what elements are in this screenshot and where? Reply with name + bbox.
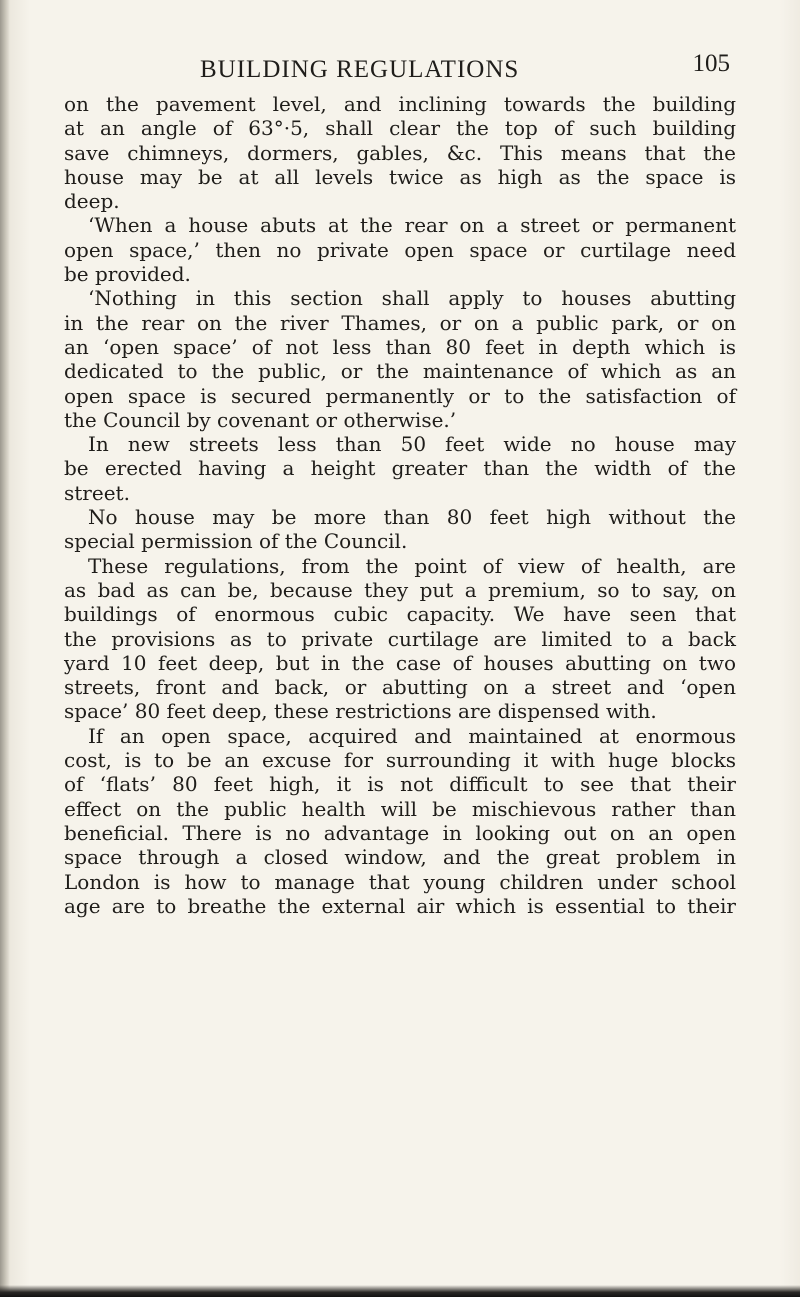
text-line: effect on the public health will be mischievous rather than bbox=[64, 796, 736, 821]
text-line: on the pavement level, and inclining towards the building bbox=[64, 92, 736, 116]
text-line: These regulations, from the point of view of health, are bbox=[88, 553, 736, 578]
text-line: special permission of the Council. bbox=[64, 529, 408, 554]
text-line: the provisions as to private curtilage are limited to a back bbox=[64, 626, 736, 651]
text-line: street. bbox=[64, 480, 130, 505]
page-header bbox=[200, 50, 730, 90]
text-line: In new streets less than 50 feet wide no house may bbox=[88, 432, 736, 457]
text-line: open space is secured permanently or to the satisfaction of bbox=[64, 383, 736, 408]
text-line: in the rear on the river Thames, or on a public park, or on bbox=[64, 310, 736, 335]
binding-gutter-shadow bbox=[0, 0, 10, 1297]
text-line: at an angle of 63°·5, shall clear the top of such building bbox=[64, 116, 736, 141]
text-line: No house may be more than 80 feet high without the bbox=[88, 505, 736, 530]
text-line: space’ 80 feet deep, these restrictions are dispensed with. bbox=[64, 699, 657, 724]
text-line: be erected having a height greater than the width of the bbox=[64, 456, 736, 481]
text-line: buildings of enormous cubic capacity. We have seen that bbox=[64, 602, 736, 627]
text-line: an ‘open space’ of not less than 80 feet in depth which is bbox=[64, 334, 736, 359]
page-bottom-edge bbox=[0, 1285, 800, 1297]
text-line: cost, is to be an excuse for surrounding it with huge blocks bbox=[64, 748, 736, 773]
text-line: beneficial. There is no advantage in looking out on an open bbox=[64, 820, 736, 845]
text-line: London is how to manage that young children under school bbox=[64, 869, 736, 894]
text-line: If an open space, acquired and maintained at enormous bbox=[88, 723, 736, 748]
text-line: the Council by covenant or otherwise.’ bbox=[64, 407, 457, 432]
text-line: age are to breathe the external air which is essential to their bbox=[64, 893, 736, 918]
text-line: of ‘flats’ 80 feet high, it is not difficult to see that their bbox=[64, 772, 736, 797]
text-line: ‘When a house abuts at the rear on a street or permanent bbox=[88, 213, 736, 238]
text-line: house may be at all levels twice as high as the space is bbox=[64, 164, 736, 189]
body-text bbox=[64, 92, 736, 918]
text-line: ‘Nothing in this section shall apply to houses abutting bbox=[88, 286, 736, 311]
text-line: open space,’ then no private open space or curtilage need bbox=[64, 237, 736, 262]
text-line: yard 10 feet deep, but in the case of houses abutting on two bbox=[64, 650, 736, 675]
page-number: 105 bbox=[692, 50, 730, 77]
text-line: dedicated to the public, or the maintenance of which as an bbox=[64, 359, 736, 384]
text-line: be provided. bbox=[64, 262, 191, 287]
text-line: deep. bbox=[64, 189, 120, 214]
text-line: as bad as can be, because they put a premium, so to say, on bbox=[64, 577, 736, 602]
running-head: BUILDING REGULATIONS bbox=[200, 56, 520, 83]
text-line: streets, front and back, or abutting on a street and ‘open bbox=[64, 675, 736, 700]
text-line: space through a closed window, and the great problem in bbox=[64, 845, 736, 870]
text-line: save chimneys, dormers, gables, &c. This means that the bbox=[64, 140, 736, 165]
